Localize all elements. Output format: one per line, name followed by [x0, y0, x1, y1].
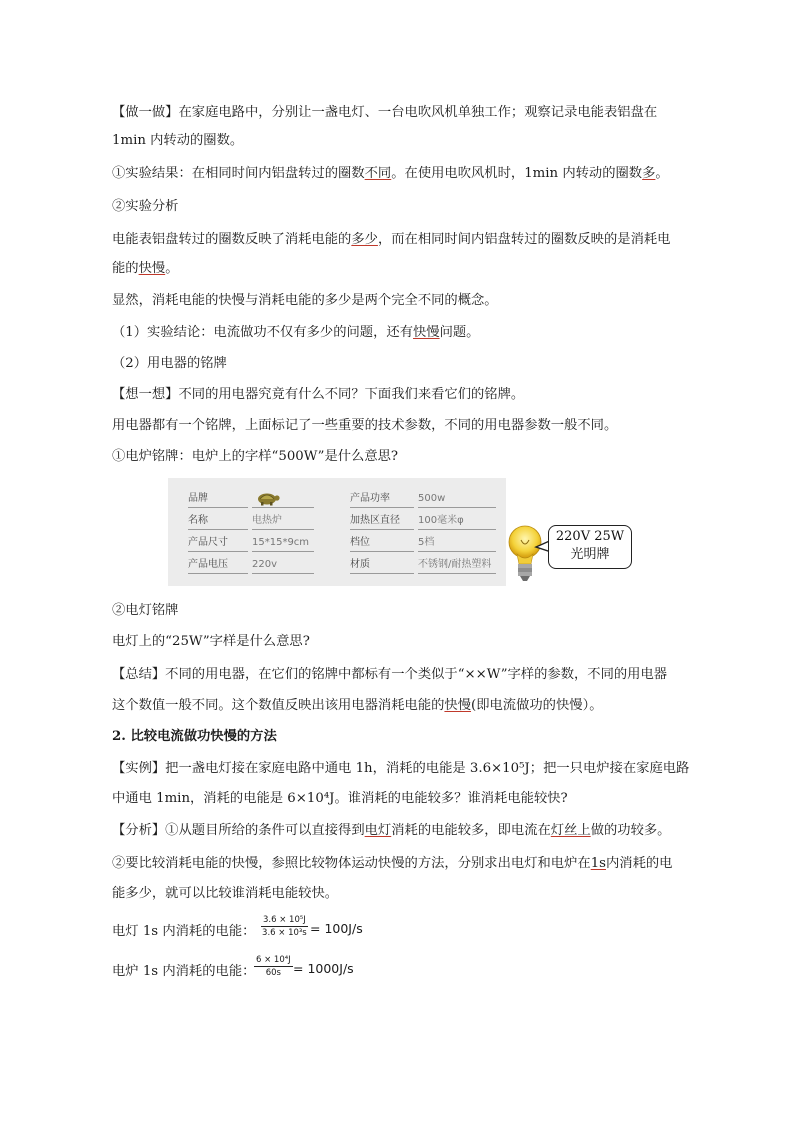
paragraph-example: 【实例】把一盏电灯接在家庭电路中通电 1h，消耗的电能是 3.6×10⁵J；把一只电炉接在家庭电路 [112, 761, 690, 776]
answer-amount: 多少 [351, 232, 378, 247]
formula-lamp-numerator: 3.6 × 10⁵J [263, 915, 306, 925]
np-key: 名称 [188, 512, 248, 530]
paragraph-summary-cont: 这个数值一般不同。这个数值反映出该用电器消耗电能的快慢(即电流做功的快慢）。 [112, 698, 603, 713]
np-key: 产品尺寸 [188, 534, 248, 552]
paragraph-stove-question: ①电炉铭牌：电炉上的字样“500W”是什么意思? [112, 449, 399, 464]
formula-stove-fraction [254, 955, 293, 978]
paragraph-conclusion: （1）实验结论：电流做功不仅有多少的问题，还有快慢问题。 [112, 325, 480, 340]
formula-stove-numerator: 6 × 10⁴J [256, 955, 291, 965]
formula-lamp-label: 电灯 1s 内消耗的电能： [112, 924, 256, 939]
answer-1s: 1s [590, 856, 606, 871]
np-key: 档位 [350, 534, 414, 552]
paragraph-summary: 【总结】不同的用电器，在它们的铭牌中都标有一个类似于“××W”字样的参数，不同的用电器 [112, 667, 668, 682]
np-key: 材质 [350, 556, 414, 574]
np-val: 220v [252, 556, 314, 574]
paragraph-method-cont: 能多少，就可以比较谁消耗电能较快。 [112, 886, 339, 901]
formula-lamp-denominator: 3.6 × 10³s [262, 928, 307, 938]
paragraph-result: ①实验结果：在相同时间内铝盘转过的圈数不同。在使用电吹风机时，1min 内转动的圈数多。 [112, 166, 669, 181]
answer-more: 多 [642, 166, 656, 181]
paragraph-analysis-2: 【分析】①从题目所给的条件可以直接得到电灯消耗的电能较多，即电流在灯丝上做的功较多。 [112, 823, 671, 838]
np-val: 500w [418, 490, 496, 508]
np-val: 5档 [418, 534, 496, 552]
paragraph-parameters: 用电器都有一个铭牌，上面标记了一些重要的技术参数，不同的用电器参数一般不同。 [112, 418, 618, 433]
formula-lamp-fraction [261, 915, 308, 938]
answer-lamp: 电灯 [364, 823, 392, 838]
paragraph-analysis-cont: 能的快慢。 [112, 261, 179, 276]
formula-stove-result: = 1000J/s [293, 961, 354, 976]
paragraph-try: 【做一做】在家庭电路中，分别让一盏电灯、一台电吹风机单独工作；观察记录电能表铝盘在 [112, 105, 658, 120]
brand-logo-icon [252, 490, 314, 508]
formula-stove-denominator: 60s [265, 968, 281, 978]
bulb-rating: 220V 25W [555, 529, 625, 544]
np-val: 100毫米φ [418, 512, 496, 530]
np-key: 加热区直径 [350, 512, 414, 530]
np-key: 品牌 [188, 490, 248, 508]
np-key: 产品功率 [350, 490, 414, 508]
answer-filament: 灯丝上 [550, 823, 591, 838]
answer-speed-2: 快慢 [413, 325, 440, 340]
np-key: 产品电压 [188, 556, 248, 574]
section-heading-compare: 2. 比较电流做功快慢的方法 [112, 729, 277, 744]
bulb-nameplate-bubble [548, 525, 632, 569]
paragraph-lamp-question: 电灯上的“25W”字样是什么意思? [112, 634, 310, 649]
paragraph-method: ②要比较消耗电能的快慢，参照比较物体运动快慢的方法，分别求出电灯和电炉在1s内消耗的电 [112, 856, 673, 871]
formula-stove-label: 电炉 1s 内消耗的电能： [112, 964, 256, 979]
paragraph-lamp-title: ②电灯铭牌 [112, 603, 179, 618]
formula-lamp-result: = 100J/s [310, 921, 363, 936]
paragraph-analysis-title: ②实验分析 [112, 199, 179, 214]
paragraph-obvious: 显然，消耗电能的快慢与消耗电能的多少是两个完全不同的概念。 [112, 293, 498, 308]
paragraph-think: 【想一想】不同的用电器究竟有什么不同？下面我们来看它们的铭牌。 [112, 387, 525, 402]
paragraph-try-cont: 1min 内转动的圈数。 [112, 133, 244, 148]
section-nameplate: （2）用电器的铭牌 [112, 356, 227, 371]
np-val: 不锈钢/耐热塑料 [418, 556, 496, 574]
answer-speed-3: 快慢 [444, 698, 472, 713]
stove-nameplate-image [168, 478, 506, 586]
np-val: 15*15*9cm [252, 534, 314, 552]
bulb-brand: 光明牌 [570, 547, 610, 562]
np-val: 电热炉 [252, 512, 314, 530]
answer-speed: 快慢 [138, 261, 166, 276]
answer-different: 不同 [364, 166, 392, 181]
paragraph-example-cont: 中通电 1min，消耗的电能是 6×10⁴J。谁消耗的电能较多？谁消耗电能较快? [112, 791, 568, 806]
paragraph-analysis: 电能表铝盘转过的圈数反映了消耗电能的多少，而在相同时间内铝盘转过的圈数反映的是消耗电 [112, 232, 671, 247]
